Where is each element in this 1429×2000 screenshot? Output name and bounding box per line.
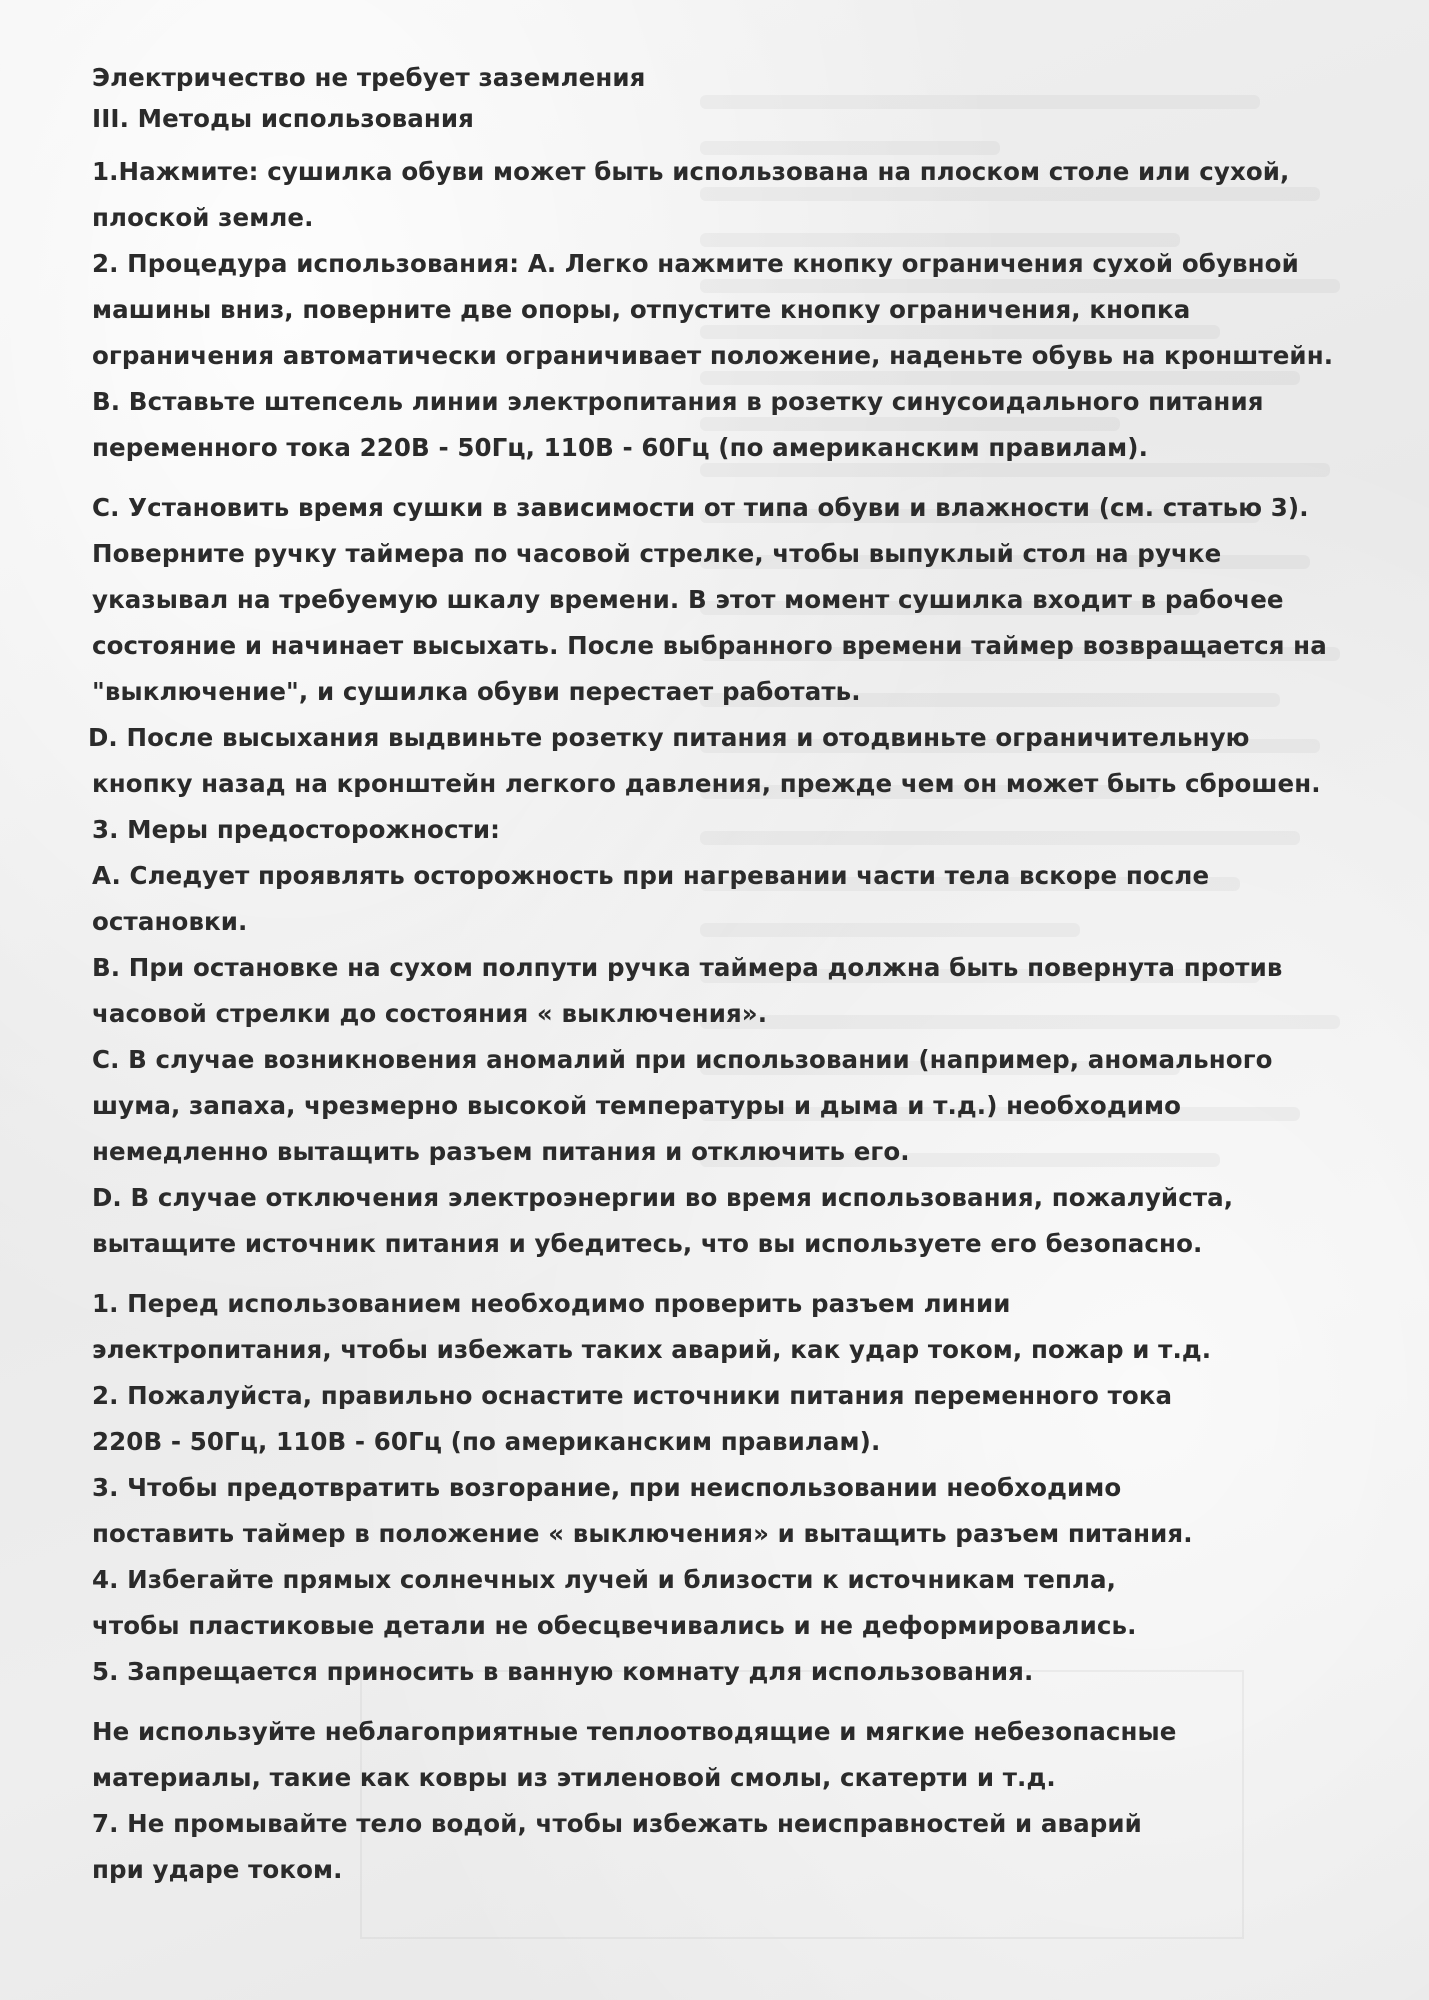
text-line: "выключение", и сушилка обуви перестает работать. xyxy=(92,677,861,706)
text-line: переменного тока 220В - 50Гц, 110В - 60Гц (по американским правилам). xyxy=(92,433,1148,462)
text-line: C. Установить время сушки в зависимости от типа обуви и влажности (см. статью 3). xyxy=(92,493,1309,522)
text-line: поставить таймер в положение « выключения» и вытащить разъем питания. xyxy=(92,1519,1193,1548)
text-line: немедленно вытащить разъем питания и отключить его. xyxy=(92,1137,910,1166)
text-line: Не используйте неблагоприятные теплоотводящие и мягкие небезопасные xyxy=(92,1717,1177,1746)
text-line: 4. Избегайте прямых солнечных лучей и близости к источникам тепла, xyxy=(92,1565,1117,1594)
text-line: B. Вставьте штепсель линии электропитания в розетку синусоидального питания xyxy=(92,387,1264,416)
text-line: 5. Запрещается приносить в ванную комнату для использования. xyxy=(92,1657,1034,1686)
text-line: состояние и начинает высыхать. После выбранного времени таймер возвращается на xyxy=(92,631,1327,660)
text-line: 7. Не промывайте тело водой, чтобы избежать неисправностей и аварий xyxy=(92,1809,1142,1838)
text-line: ограничения автоматически ограничивает положение, наденьте обувь на кронштейн. xyxy=(92,341,1334,370)
heading-precautions: 3. Меры предосторожности: xyxy=(92,815,501,844)
text-line: D. В случае отключения электроэнергии во время использования, пожалуйста, xyxy=(92,1183,1234,1212)
text-line: чтобы пластиковые детали не обесцвечивались и не деформировались. xyxy=(92,1611,1137,1640)
text-line: B. При остановке на сухом полпути ручка таймера должна быть повернута против xyxy=(92,953,1283,982)
text-line: при ударе током. xyxy=(92,1855,343,1884)
text-line: указывал на требуемую шкалу времени. В этот момент сушилка входит в рабочее xyxy=(92,585,1284,614)
text-line: Поверните ручку таймера по часовой стрелке, чтобы выпуклый стол на ручке xyxy=(92,539,1222,568)
text-line: 2. Пожалуйста, правильно оснастите источники питания переменного тока xyxy=(92,1381,1173,1410)
text-line: шума, запаха, чрезмерно высокой температуры и дыма и т.д.) необходимо xyxy=(92,1091,1182,1120)
text-line: материалы, такие как ковры из этиленовой смолы, скатерти и т.д. xyxy=(92,1763,1056,1792)
text-line: остановки. xyxy=(92,907,248,936)
text-line: A. Следует проявлять осторожность при нагревании части тела вскоре после xyxy=(92,861,1210,890)
text-line: 3. Чтобы предотвратить возгорание, при неиспользовании необходимо xyxy=(92,1473,1122,1502)
text-line: D. После высыхания выдвиньте розетку питания и отодвиньте ограничительную xyxy=(88,723,1250,752)
text-line: электропитания, чтобы избежать таких аварий, как удар током, пожар и т.д. xyxy=(92,1335,1212,1364)
text-line: плоской земле. xyxy=(92,203,314,232)
text-line: 1. Перед использованием необходимо проверить разъем линии xyxy=(92,1289,1011,1318)
text-line: часовой стрелки до состояния « выключения». xyxy=(92,999,768,1028)
text-line: 1.Нажмите: сушилка обуви может быть использована на плоском столе или сухой, xyxy=(92,157,1290,186)
text-line: C. В случае возникновения аномалий при использовании (например, аномального xyxy=(92,1045,1273,1074)
heading-usage-methods: III. Методы использования xyxy=(92,104,474,133)
document-body xyxy=(88,57,1372,1893)
line-ground-note: Электричество не требует заземления xyxy=(92,63,646,92)
text-line: вытащите источник питания и убедитесь, что вы используете его безопасно. xyxy=(92,1229,1203,1258)
text-line: 2. Процедура использования: А. Легко нажмите кнопку ограничения сухой обувной xyxy=(92,249,1299,278)
text-line: 220В - 50Гц, 110В - 60Гц (по американским правилам). xyxy=(92,1427,881,1456)
text-line: машины вниз, поверните две опоры, отпустите кнопку ограничения, кнопка xyxy=(92,295,1191,324)
text-line: кнопку назад на кронштейн легкого давления, прежде чем он может быть сброшен. xyxy=(92,769,1321,798)
